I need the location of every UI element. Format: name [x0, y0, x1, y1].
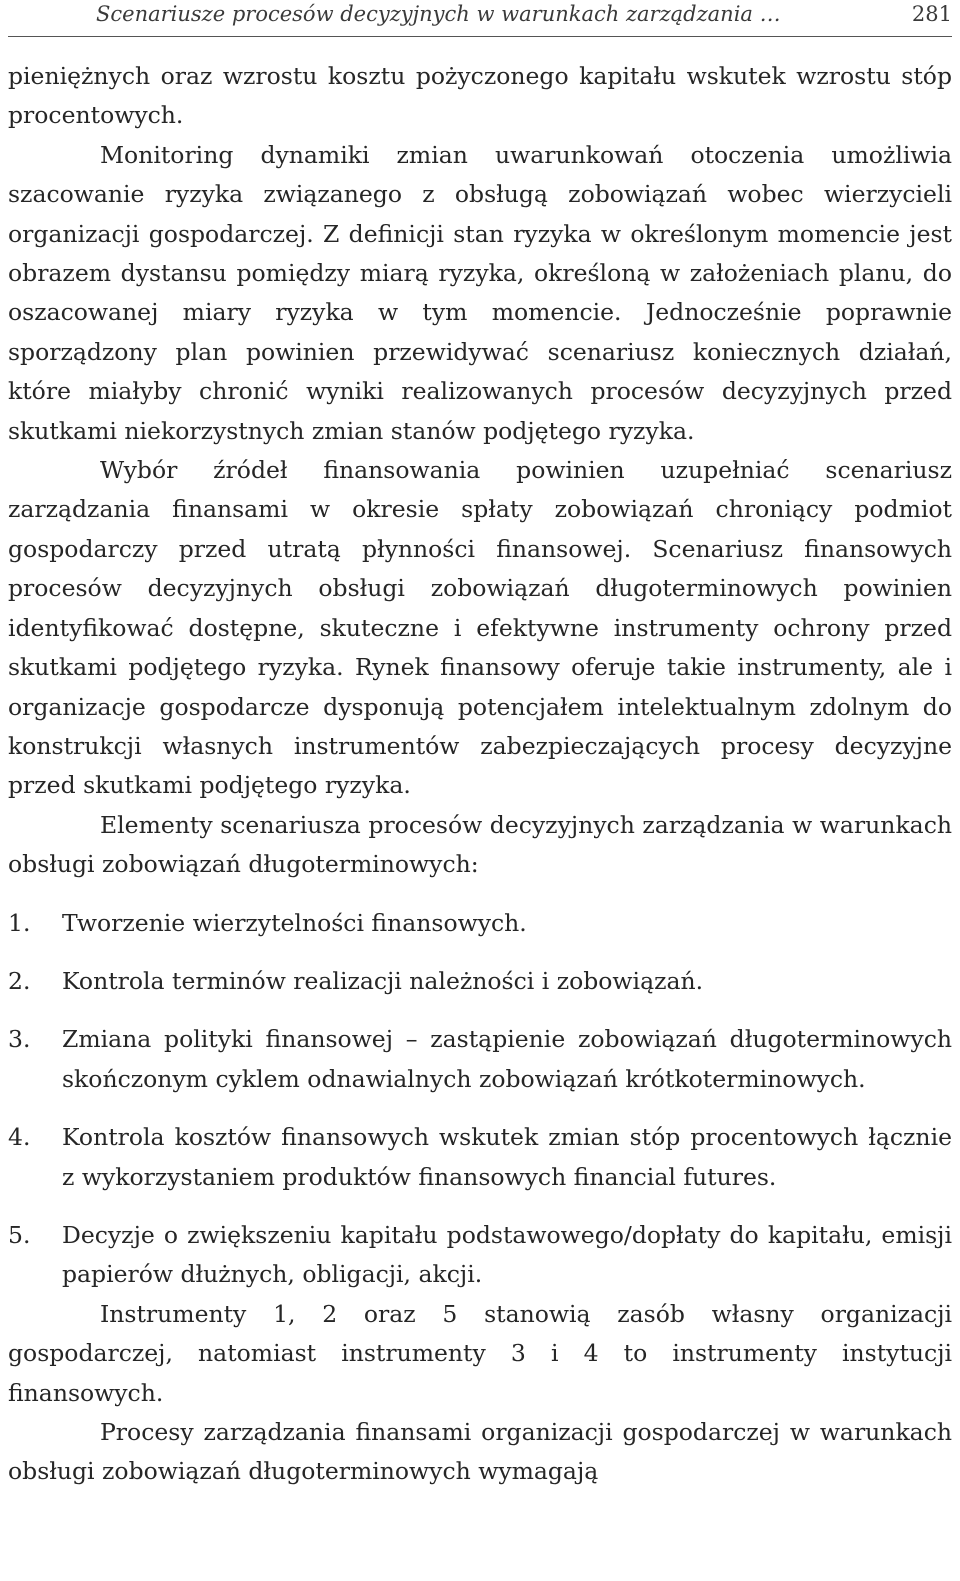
page-number: 281 — [911, 2, 952, 26]
list-item — [8, 962, 952, 1001]
list-text: Zmiana polityki finansowej – zastąpienie zobowiązań długoterminowych skończonym cyklem odnawialnych zobowiązań krótkoterminowych. — [62, 1025, 952, 1093]
header-title: Scenariusze procesów decyzyjnych w warunkach zarządzania … — [96, 2, 781, 26]
paragraph: Instrumenty 1, 2 oraz 5 stanowią zasób własny organizacji gospodarczej, natomiast instrumenty 3 i 4 to instrumenty instytucji finansowych. — [8, 1299, 952, 1407]
list-item — [8, 904, 952, 943]
paragraph: Wybór źródeł finansowania powinien uzupełniać scenariusz zarządzania finansami w okresie spłaty zobowiązań chroniący podmiot gospodarczy przed utratą płynności finansowej. Scenariusz finansowych procesów decyzyjnych obsługi zobowiązań długoterminowych powinien identyfikować dostępne, skuteczne i efektywne instrumenty ochrony przed skutkami podjętego ryzyka. Rynek finansowy oferuje takie instrumenty, ale i organizacje gospodarcze dysponują potencjałem intelektualnym zdolnym do konstrukcji własnych instrumentów zabezpieczających procesy decyzyjne przed skutkami podjętego ryzyka. — [8, 456, 952, 800]
list-text: Decyzje o zwiększeniu kapitału podstawowego/dopłaty do kapitału, emisji papierów dłużnych, obligacji, akcji. — [62, 1220, 952, 1289]
paragraph: Procesy zarządzania finansami organizacji gospodarczej w warunkach obsługi zobowiązań długoterminowych wymagają — [8, 1418, 952, 1486]
paragraph: Monitoring dynamiki zmian uwarunkowań otoczenia umożliwia szacowanie ryzyka związanego z obsługą zobowiązań wobec wierzycieli organizacji gospodarczej. Z definicji stan ryzyka w określonym momencie jest obrazem dystansu pomiędzy miarą ryzyka, określoną w założeniach planu, do oszacowanej miary ryzyka w tym momencie. Jednocześnie poprawnie sporządzony plan powinien przewidywać scenariusz koniecznych działań, które miałyby chronić wyniki realizowanych procesów decyzyjnych przed skutkami niekorzystnych zmian stanów podjętego ryzyka. — [8, 140, 952, 445]
list-item — [8, 1216, 952, 1295]
body-text — [8, 57, 952, 1492]
list-item — [8, 1020, 952, 1099]
paragraph: Elementy scenariusza procesów decyzyjnych zarządzania w warunkach obsługi zobowiązań długoterminowych: — [8, 810, 952, 879]
list-item — [8, 1118, 952, 1197]
list-number: 2. — [8, 966, 31, 995]
running-header — [8, 0, 952, 37]
numbered-list — [8, 904, 952, 1295]
list-text: Kontrola terminów realizacji należności i zobowiązań. — [62, 966, 704, 995]
list-number: 5. — [8, 1220, 31, 1249]
list-number: 3. — [8, 1025, 31, 1054]
list-text: Tworzenie wierzytelności finansowych. — [62, 908, 527, 937]
paragraph: pieniężnych oraz wzrostu kosztu pożyczonego kapitału wskutek wzrostu stóp procentowych. — [8, 62, 952, 130]
list-number: 4. — [8, 1123, 31, 1152]
list-text: Kontrola kosztów finansowych wskutek zmian stóp procentowych łącznie z wykorzystaniem produktów finansowych financial futures. — [62, 1123, 952, 1191]
list-number: 1. — [8, 908, 31, 937]
document-page — [8, 0, 952, 1581]
